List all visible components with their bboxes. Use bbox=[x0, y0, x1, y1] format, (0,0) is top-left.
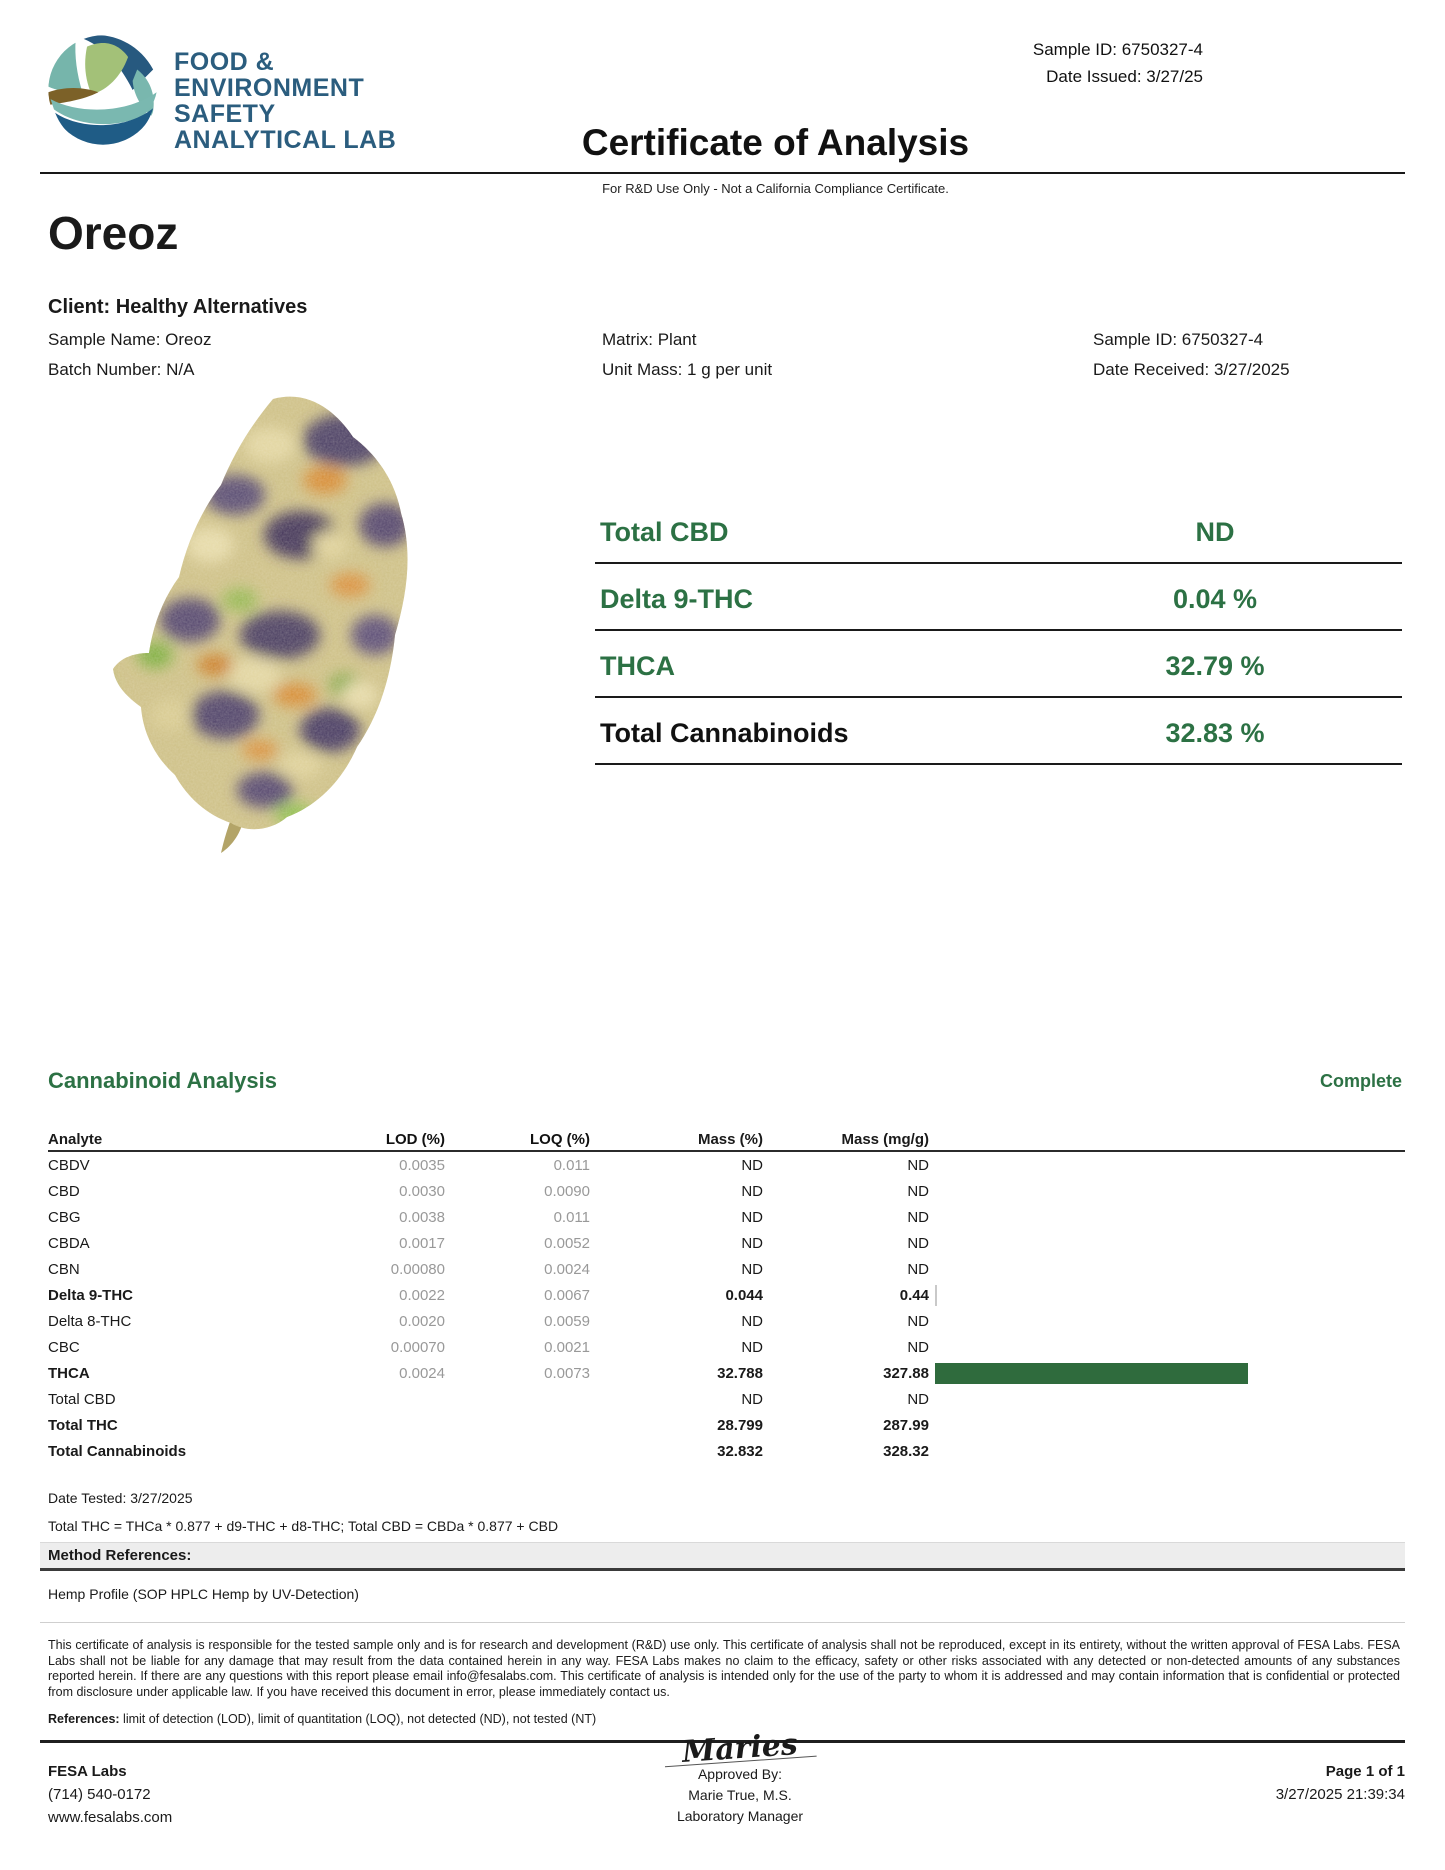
cell-bar bbox=[935, 1441, 1255, 1462]
cell-bar bbox=[935, 1285, 1255, 1306]
cell-loq: 0.0090 bbox=[544, 1182, 590, 1200]
cell-mass-mgg: 287.99 bbox=[883, 1416, 929, 1434]
batch-number: Batch Number: N/A bbox=[48, 360, 195, 379]
references-line bbox=[48, 1712, 1400, 1726]
potency-summary bbox=[595, 497, 1402, 765]
page-title: Certificate of Analysis bbox=[581, 122, 970, 163]
table-row bbox=[48, 1152, 1405, 1178]
cell-analyte: CBC bbox=[48, 1338, 80, 1356]
cell-mass-pct: 0.044 bbox=[725, 1286, 763, 1304]
cell-loq: 0.0024 bbox=[544, 1260, 590, 1278]
approver-title: Laboratory Manager bbox=[676, 1808, 804, 1824]
footer-lab-name: FESA Labs bbox=[48, 1763, 127, 1780]
cell-bar bbox=[935, 1155, 1255, 1176]
cannabinoid-table bbox=[48, 1128, 1405, 1464]
cell-bar bbox=[935, 1181, 1255, 1202]
cell-analyte: Delta 8-THC bbox=[48, 1312, 132, 1330]
date-received: Date Received: 3/27/2025 bbox=[1093, 360, 1290, 379]
table-row bbox=[48, 1386, 1405, 1412]
references-text: limit of detection (LOD), limit of quantitation (LOQ), not detected (ND), not tested (NT) bbox=[119, 1712, 597, 1726]
compliance-subtitle: For R&D Use Only - Not a California Compliance Certificate. bbox=[602, 181, 949, 196]
cell-mass-pct: ND bbox=[741, 1312, 763, 1330]
summary-value: 0.04 % bbox=[1172, 584, 1258, 614]
cell-mass-mgg: ND bbox=[907, 1208, 929, 1226]
cell-lod: 0.0020 bbox=[399, 1312, 445, 1330]
table-row bbox=[48, 1230, 1405, 1256]
cell-mass-mgg: ND bbox=[907, 1234, 929, 1252]
cell-mass-pct: ND bbox=[741, 1338, 763, 1356]
cell-mass-pct: ND bbox=[741, 1234, 763, 1252]
cell-mass-mgg: ND bbox=[907, 1182, 929, 1200]
cell-lod: 0.0022 bbox=[399, 1286, 445, 1304]
cell-analyte: Total CBD bbox=[48, 1390, 116, 1408]
cell-mass-mgg: ND bbox=[907, 1338, 929, 1356]
cell-lod: 0.0017 bbox=[399, 1234, 445, 1252]
method-references-label: Method References: bbox=[48, 1547, 192, 1564]
table-row bbox=[48, 1204, 1405, 1230]
cell-mass-pct: 28.799 bbox=[717, 1416, 763, 1434]
cell-mass-mgg: ND bbox=[907, 1156, 929, 1174]
cell-mass-mgg: 328.32 bbox=[883, 1442, 929, 1460]
approver-signature: Maries bbox=[663, 1733, 816, 1768]
cell-analyte: Total Cannabinoids bbox=[48, 1442, 187, 1460]
cell-loq: 0.0073 bbox=[544, 1364, 590, 1382]
total-thc-formula: Total THC = THCa * 0.877 + d9-THC + d8-THC; Total CBD = CBDa * 0.877 + CBD bbox=[48, 1518, 559, 1534]
cell-analyte: CBD bbox=[48, 1182, 80, 1200]
lab-name-line3: SAFETY bbox=[174, 100, 276, 128]
footer-approval bbox=[540, 1727, 940, 1827]
footer-website[interactable]: www.fesalabs.com bbox=[48, 1809, 173, 1826]
cell-loq: 0.0067 bbox=[544, 1286, 590, 1304]
sample-info-row bbox=[48, 330, 1393, 360]
summary-label: Total Cannabinoids bbox=[600, 718, 849, 748]
cell-loq: 0.011 bbox=[553, 1208, 590, 1226]
section-title-cannabinoid-analysis: Cannabinoid Analysis bbox=[48, 1068, 278, 1093]
cell-lod: 0.0030 bbox=[399, 1182, 445, 1200]
col-header-lod: LOD (%) bbox=[385, 1130, 445, 1148]
table-header-row bbox=[48, 1128, 1405, 1152]
cell-mass-mgg: ND bbox=[907, 1390, 929, 1408]
table-row-thca bbox=[48, 1360, 1405, 1386]
sample-id: Sample ID: 6750327-4 bbox=[1093, 330, 1264, 349]
cell-bar bbox=[935, 1389, 1255, 1410]
col-header-mass-mgg: Mass (mg/g) bbox=[841, 1130, 929, 1148]
cell-mass-pct: ND bbox=[741, 1260, 763, 1278]
footer-lab-contact bbox=[48, 1760, 172, 1829]
method-reference: Hemp Profile (SOP HPLC Hemp by UV-Detection) bbox=[48, 1586, 359, 1602]
cell-lod: 0.00080 bbox=[390, 1260, 445, 1278]
client-name: Client: Healthy Alternatives bbox=[48, 296, 308, 318]
print-timestamp: 3/27/2025 21:39:34 bbox=[1275, 1786, 1405, 1803]
cell-loq: 0.0021 bbox=[544, 1338, 590, 1356]
sample-info-grid bbox=[48, 330, 1393, 390]
cell-analyte: CBN bbox=[48, 1260, 80, 1278]
header-divider bbox=[40, 172, 1405, 174]
cell-mass-pct: 32.832 bbox=[717, 1442, 763, 1460]
cell-analyte: Total THC bbox=[48, 1416, 118, 1434]
matrix: Matrix: Plant bbox=[602, 330, 697, 349]
method-references-header bbox=[40, 1542, 1405, 1571]
date-tested: Date Tested: 3/27/2025 bbox=[48, 1490, 193, 1506]
summary-value: ND bbox=[1195, 517, 1235, 547]
cell-bar bbox=[935, 1415, 1255, 1436]
table-row-total-thc bbox=[48, 1412, 1405, 1438]
table-row bbox=[48, 1334, 1405, 1360]
cell-mass-mgg: 0.44 bbox=[899, 1286, 929, 1304]
cell-mass-pct: ND bbox=[741, 1156, 763, 1174]
cell-loq: 0.0052 bbox=[544, 1234, 590, 1252]
cell-bar bbox=[935, 1363, 1255, 1384]
mass-bar bbox=[935, 1363, 1248, 1384]
cell-loq: 0.0059 bbox=[544, 1312, 590, 1330]
unit-mass: Unit Mass: 1 g per unit bbox=[602, 360, 773, 379]
summary-row-total-cbd bbox=[595, 497, 1402, 564]
cell-mass-pct: ND bbox=[741, 1208, 763, 1226]
cell-loq: 0.011 bbox=[553, 1156, 590, 1174]
section-status-badge: Complete bbox=[1319, 1071, 1402, 1091]
lab-name-line2: ENVIRONMENT bbox=[174, 74, 365, 102]
references-label: References: bbox=[48, 1712, 120, 1726]
header-sample-info bbox=[1033, 36, 1203, 90]
summary-value: 32.79 % bbox=[1165, 651, 1265, 681]
table-row bbox=[48, 1256, 1405, 1282]
summary-row-delta9-thc bbox=[595, 564, 1402, 631]
approved-by-label: Approved By: bbox=[697, 1766, 783, 1782]
lab-name-line4: ANALYTICAL LAB bbox=[174, 126, 397, 154]
strain-name: Oreoz bbox=[48, 207, 179, 259]
cell-analyte: CBDA bbox=[48, 1234, 90, 1252]
header-sample-id: Sample ID: 6750327-4 bbox=[1032, 40, 1203, 59]
table-row bbox=[48, 1308, 1405, 1334]
table-row-total-cannabinoids bbox=[48, 1438, 1405, 1464]
summary-value: 32.83 % bbox=[1165, 718, 1265, 748]
summary-label: Delta 9-THC bbox=[600, 584, 754, 614]
divider bbox=[40, 1622, 1405, 1623]
lab-name-line1: FOOD & bbox=[174, 48, 275, 76]
cell-mass-pct: 32.788 bbox=[717, 1364, 763, 1382]
cell-bar bbox=[935, 1233, 1255, 1254]
cell-mass-pct: ND bbox=[741, 1182, 763, 1200]
summary-label: THCA bbox=[600, 651, 675, 681]
table-row bbox=[48, 1178, 1405, 1204]
approver-name: Marie True, M.S. bbox=[688, 1787, 792, 1803]
summary-row-total-cannabinoids bbox=[595, 698, 1402, 765]
legal-disclaimer: This certificate of analysis is responsible for the tested sample only and is for research and development (R&D) use only. This certificate of analysis shall not be reproduced, except in its entirety, without the written approval of FESA Labs. FESA Labs shall not be liable for any damage that may result from the data contained herein in any way. FESA Labs makes no claim to the efficacy, safety or other risks associated with any detected or non-detected amounts of any substances reported herein. If there are any questions with this report please email info@fesalabs.com. This certificate of analysis is intended only for the use of the party to whom it is addressed and may contain information that is confidential or protected from disclosure under applicable law. If you have received this document in error, please immediately contact us. bbox=[48, 1638, 1400, 1699]
cell-bar bbox=[935, 1311, 1255, 1332]
cell-analyte: Delta 9-THC bbox=[48, 1286, 134, 1304]
cell-analyte: THCA bbox=[48, 1364, 90, 1382]
cell-lod: 0.0038 bbox=[399, 1208, 445, 1226]
cell-mass-pct: ND bbox=[741, 1390, 763, 1408]
table-row-delta9-thc bbox=[48, 1282, 1405, 1308]
col-header-loq: LOQ (%) bbox=[530, 1130, 590, 1148]
cell-bar bbox=[935, 1259, 1255, 1280]
footer-phone: (714) 540-0172 bbox=[48, 1786, 151, 1803]
cell-analyte: CBG bbox=[48, 1208, 81, 1226]
cell-mass-mgg: ND bbox=[907, 1260, 929, 1278]
cell-bar bbox=[935, 1337, 1255, 1358]
cell-bar bbox=[935, 1207, 1255, 1228]
cell-analyte: CBDV bbox=[48, 1156, 90, 1174]
col-header-analyte: Analyte bbox=[48, 1130, 103, 1148]
footer-page-info bbox=[1276, 1760, 1405, 1806]
sample-name: Sample Name: Oreoz bbox=[48, 330, 212, 349]
mass-bar bbox=[935, 1285, 937, 1306]
col-header-mass-pct: Mass (%) bbox=[697, 1130, 763, 1148]
page-number: Page 1 of 1 bbox=[1325, 1763, 1405, 1780]
col-header-bar-spacer bbox=[935, 1129, 1255, 1150]
sample-photo bbox=[95, 385, 445, 855]
cell-mass-mgg: 327.88 bbox=[883, 1364, 929, 1382]
cell-lod: 0.0024 bbox=[399, 1364, 445, 1382]
header-date-issued: Date Issued: 3/27/25 bbox=[1046, 67, 1203, 86]
cell-mass-mgg: ND bbox=[907, 1312, 929, 1330]
cell-lod: 0.00070 bbox=[390, 1338, 445, 1356]
summary-row-thca bbox=[595, 631, 1402, 698]
summary-label: Total CBD bbox=[600, 517, 729, 547]
cell-lod: 0.0035 bbox=[399, 1156, 445, 1174]
